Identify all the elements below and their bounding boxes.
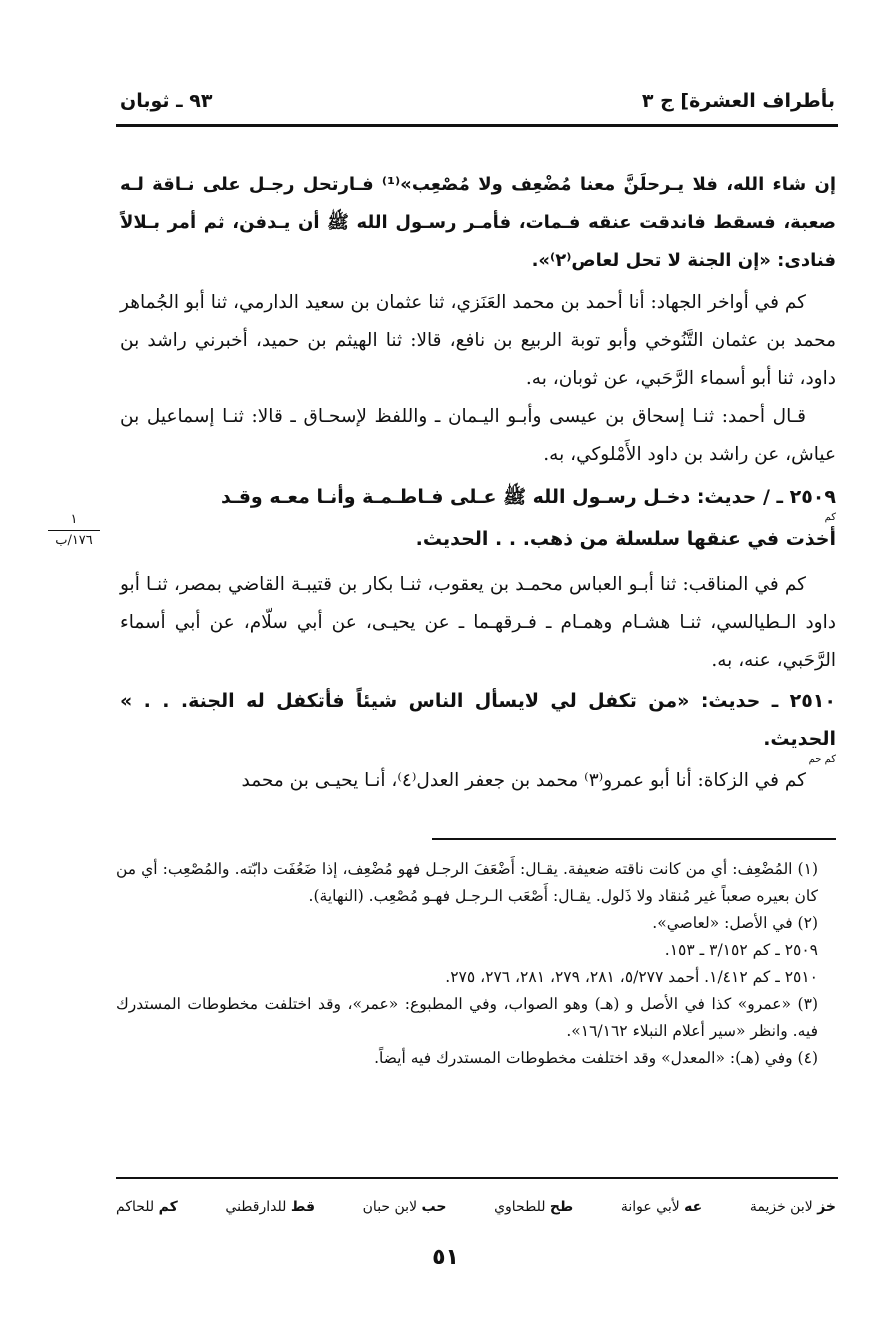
abbrev-item: خز لابن خزيمة — [749, 1199, 836, 1215]
manuscript-folio-note — [44, 512, 104, 549]
paragraph-qala-ahmad: قـال أحمد: ثنـا إسحاق بن عيسى وأبـو اليـمان ـ واللفظ لإسحـاق ـ قالا: ثنـا إسماعيل بن عياش، عن راشد بن داود الأَمْلوكي، به. — [120, 406, 836, 465]
footnote-divider — [432, 838, 836, 840]
abbreviations-divider — [116, 1177, 838, 1179]
paragraph-isnad-jihad: كم في أواخر الجهاد: أنا أحمد بن محمد العَنَزي، ثنا عثمان بن سعيد الدارمي، ثنا أبو الجُماهر محمد بن عثمان التَّنُوخي وأبو توبة الربيع بن نافع، قالا: ثنا الهيثم بن حميد، أخبرني راشد بن داود، ثنا أبو أسماء الرَّحَبي، عن ثوبان، به. — [120, 292, 836, 389]
abbrev-item: حب لابن حبان — [362, 1199, 447, 1215]
abbrev-item: عه لأبي عوانة — [620, 1199, 703, 1215]
hadith-2509-text: أخذت في عنقها سلسلة من ذهب. . . الحديث. — [415, 528, 836, 550]
folio-note-bottom: ١٧٦/ب — [55, 533, 93, 548]
paragraph-isnad-manaqib: كم في المناقب: ثنا أبـو العباس محمـد بن يعقوب، ثنـا بكار بن قتيبـة القاضي بمصر، ثنـا أبو داود الـطيالسي، ثنـا هشـام وهمـام ـ فـرقهـما ـ عن يحيـى، عن أبي سلّام، عن أبي أسماء الرَّحَبي، عنه، به. — [120, 574, 836, 671]
folio-note-top: ١ — [70, 512, 78, 527]
header-section: ٩٣ ـ ثوبان — [120, 90, 213, 112]
footnote-2510-refs: ٢٥١٠ ـ كم ١/٤١٢. أحمد ٥/٢٧٧، ٢٨١، ٢٧٩، ٢٨١، ٢٧٦، ٢٧٥. — [445, 968, 818, 986]
hadith-2510-heading: ٢٥١٠ ـ حديث: «من تكفل لي لايسأل الناس شيئاً فأتكفل له الجنة. . . » الحديث. — [120, 690, 836, 750]
hadith-2509-heading: ٢٥٠٩ ـ / حديث: دخـل رسـول الله ﷺ عـلى فـاطـمـة وأنـا معـه وقـد — [221, 486, 836, 508]
footnote-1: (١) المُضْعِف: أي من كانت ناقته ضعيفة. يقـال: أَضْعَفَ الرجـل فهو مُضْعِف، إذا ضَعُفَت دابّته. والمُصْعِب: أي من كان بعيره صعباً غير مُنقاد ولا ذَلول. يقـال: أَصْعَب الـرجـل فهـو مُصْعِب. (النهاية). — [116, 860, 818, 905]
abbrev-item: طح للطحاوي — [494, 1199, 574, 1215]
footnote-2: (٢) في الأصل: «لعاصي». — [652, 914, 818, 932]
footnote-2509-refs: ٢٥٠٩ ـ كم ٣/١٥٢ ـ ١٥٣. — [664, 941, 818, 959]
footnote-3: (٣) «عمرو» كذا في الأصل و (هـ) وهو الصواب، وفي المطبوع: «عمر»، وقد اختلفت مخطوطات المستدرك فيه. وانظر «سير أعلام النبلاء ١٦/١٦٢». — [116, 995, 818, 1040]
running-header — [120, 84, 835, 118]
hadith-2510-source-tag: كم حم — [808, 754, 836, 765]
header-book-title: بأطراف العشرة] ج ٣ — [641, 90, 835, 112]
hadith-2509-source-tag: كم — [824, 512, 836, 523]
paragraph-hadith-continuation: إن شاء الله، فلا يـرحلَنَّ معنا مُضْعِف ولا مُصْعِب»⁽¹⁾ فـارتحل رجـل على نـاقة لـه صعبة، فسقط فاندقت عنقه فـمات، فأمـر رسـول الله ﷺ أن يـدفن، ثم أمر بـلالاً فنادى: «إن الجنة لا تحل لعاص⁽٢⁾». — [120, 174, 837, 271]
footnote-4: (٤) وفي (هـ): «المعدل» وقد اختلفت مخطوطات المستدرك فيه أيضاً. — [374, 1049, 818, 1067]
folio-note-line — [48, 530, 100, 531]
abbreviations-legend — [116, 1192, 836, 1222]
header-divider — [116, 124, 838, 127]
footnotes — [116, 856, 836, 1072]
page-number: ٥١ — [432, 1245, 459, 1270]
abbrev-item: كم للحاكم — [116, 1199, 178, 1215]
abbrev-item: قط للدارقطني — [225, 1199, 316, 1215]
paragraph-isnad-zakat: كم في الزكاة: أنا أبو عمرو⁽٣⁾ محمد بن جعفر العدل⁽٤⁾، أنـا يحيـى بن محمد — [241, 770, 806, 791]
main-text — [120, 166, 836, 800]
